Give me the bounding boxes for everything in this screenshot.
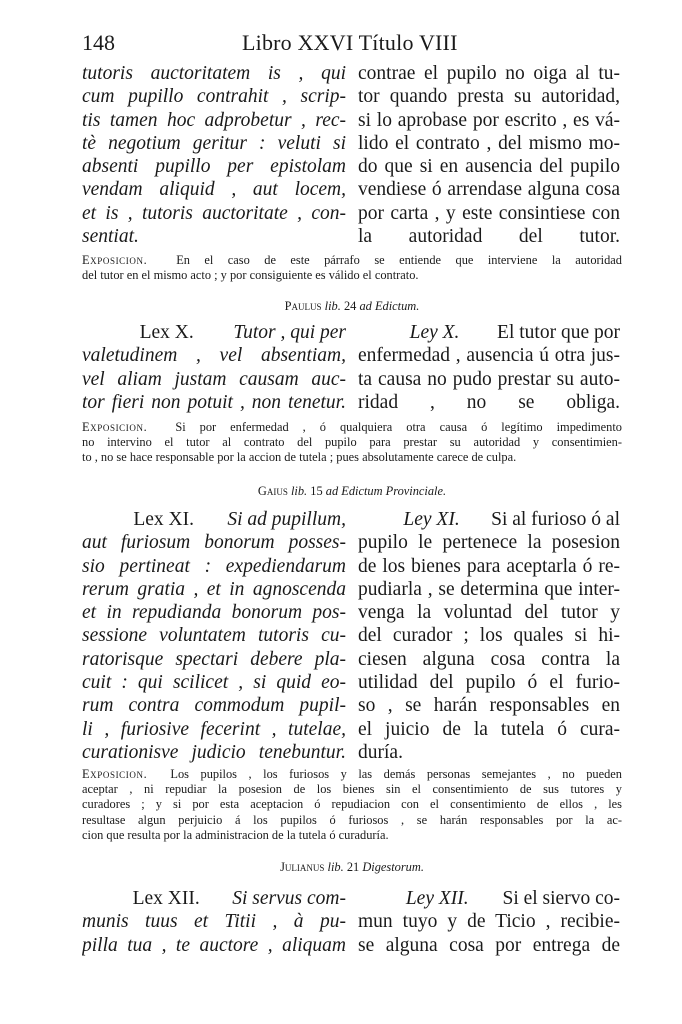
latin-line: curationisve judicio tenebuntur. [82, 741, 346, 763]
spanish-line: duría. [358, 741, 403, 763]
latin-line: cum pupillo contrahit , scrip- [82, 86, 346, 108]
latin-line: sessione voluntatem tutoris cu- [82, 625, 346, 647]
ley-heading: Ley X. [409, 322, 460, 343]
latin-line: cuit : qui scilicet , si quid eo- [82, 672, 346, 694]
spanish-line: del curador ; los quales si hi- [358, 625, 620, 647]
exposition-1 [82, 253, 622, 283]
citation-number: 21 [346, 860, 360, 874]
latin-line: sentiat. [82, 226, 139, 248]
latin-line: aut furiosum bonorum posses- [82, 532, 346, 554]
page-header [82, 30, 622, 60]
spanish-line: de los bienes para aceptarla ó re- [358, 555, 620, 577]
exposition-3 [82, 767, 622, 843]
citation-work: Digestorum. [362, 860, 424, 874]
exposition-label: Exposicion. [82, 420, 148, 434]
running-title: Libro XXVI Título VIII [242, 30, 458, 55]
spanish-line: enfermedad , ausencia ú otra jus- [358, 345, 620, 367]
latin-column [82, 62, 346, 248]
spanish-line: Si el siervo co- [502, 888, 620, 909]
spanish-line: ridad , no se obliga. [358, 391, 620, 413]
latin-line: Si servus com- [232, 888, 346, 909]
exposition-text: Si por enfermedad , ó qualquiera otra causa ó legítimo impedimento [175, 420, 622, 434]
ley-heading: Ley XI. [403, 509, 460, 530]
latin-line: Tutor , qui per [233, 322, 346, 343]
latin-column [82, 887, 346, 957]
spanish-line: do que si en ausencia del pupilo [358, 156, 620, 178]
spanish-line: contrae el pupilo no oiga al tu- [358, 63, 620, 84]
latin-line: tor fieri non potuit , non tenetur. [82, 391, 346, 413]
spanish-line: por carta , y este consintiese con [358, 202, 620, 224]
latin-line: munis tuus et Titii , à pu- [82, 911, 346, 933]
latin-line: tè negotium geritur : veluti si [82, 132, 346, 154]
spanish-line: pudiarla , se determina que inter- [358, 578, 620, 600]
citation-1 [82, 299, 622, 314]
spanish-line: ciesen alguna cosa contra la [358, 648, 620, 670]
exposition-text: En el caso de este párrafo se entiende que interviene la autoridad [176, 253, 622, 267]
citation-author: Paulus [284, 299, 322, 313]
citation-author: Julianus [280, 860, 325, 874]
latin-line: vel aliam justam causam auc- [82, 368, 346, 390]
exposition-text: Los pupilos , los furiosos y las demás personas semejantes , no pueden [170, 767, 622, 781]
lex-heading: Lex X. [139, 322, 194, 343]
latin-line: tis tamen hoc adprobetur , rec- [82, 109, 346, 131]
spanish-column [358, 508, 620, 764]
spanish-line: mun tuyo y de Ticio , recibie- [358, 911, 620, 933]
latin-line: ratorisque spectari debere pla- [82, 648, 346, 670]
latin-line: et is , tutoris auctoritate , con- [82, 202, 346, 224]
spanish-line: vendiese ó arrendase alguna cosa [358, 179, 620, 201]
exposition-label: Exposicion. [82, 253, 148, 267]
spanish-line: se alguna cosa por entrega de [358, 934, 620, 956]
lex-heading: Lex XI. [133, 509, 194, 530]
spanish-line: El tutor que por [497, 322, 620, 343]
citation-3 [82, 860, 622, 875]
exposition-text: curadores ; y si por esta aceptacion ó repudiacion con el consentimiento de ellos , les [82, 797, 622, 812]
latin-column [82, 508, 346, 764]
spanish-line: ta causa no pudo prestar su auto- [358, 368, 620, 390]
latin-line: absenti pupillo per epistolam [82, 156, 346, 178]
spanish-line: si lo aprobase por escrito , es vá- [358, 109, 620, 131]
latin-line: rerum gratia , et in agnoscenda [82, 578, 346, 600]
latin-line: tutoris auctoritatem is , qui [82, 63, 346, 84]
spanish-column [358, 321, 620, 414]
citation-author: Gaius [257, 484, 288, 498]
page-number: 148 [82, 30, 115, 55]
citation-number: 15 [310, 484, 323, 498]
lex-heading: Lex XII. [132, 888, 200, 909]
citation-work: ad Edictum. [359, 299, 420, 313]
latin-line: valetudinem , vel absentiam, [82, 345, 346, 367]
citation-lib: lib. [324, 299, 341, 313]
spanish-column [358, 887, 620, 957]
exposition-text: resultase algun perjuicio á los pupilos ó furiosos , se harán responsables por la ac- [82, 812, 622, 827]
citation-number: 24 [343, 299, 357, 313]
exposition-text: to , no se hace responsable por la accion de tutela ; pues absolutamente carece de culpa. [82, 450, 517, 465]
latin-line: sio pertineat : expediendarum [82, 555, 346, 577]
spanish-column [358, 62, 620, 248]
spanish-line: so , se harán responsables en [358, 695, 620, 717]
citation-work: ad Edictum Provinciale. [325, 484, 447, 498]
spanish-line: Si al furioso ó al [491, 509, 620, 530]
spanish-line: la autoridad del tutor. [358, 226, 620, 248]
exposition-text: aceptar , ni repudiar la posesion de los bienes sin el consentimiento de sus tutores y [82, 782, 622, 797]
exposition-text: no intervino el tutor al contrato del pupilo para prestar su autoridad y consentimien- [82, 435, 622, 450]
citation-lib: lib. [327, 860, 344, 874]
citation-2 [82, 484, 622, 499]
latin-column [82, 321, 346, 414]
latin-line: Si ad pupillum, [227, 509, 346, 530]
latin-line: pilla tua , te auctore , aliquam [82, 934, 346, 956]
spanish-line: el juicio de la tutela ó cura- [358, 718, 620, 740]
spanish-line: pupilo le pertenece la posesion [358, 532, 620, 554]
latin-line: li , furiosive fecerint , tutelae, [82, 718, 346, 740]
exposition-text: del tutor en el mismo acto ; y por consiguiente es válido el contrato. [82, 268, 419, 283]
latin-line: vendam aliquid , aut locem, [82, 179, 346, 201]
latin-line: et in repudianda bonorum pos- [82, 602, 346, 624]
spanish-line: utilidad del pupilo ó el furio- [358, 672, 620, 694]
exposition-2 [82, 420, 622, 466]
spanish-line: lido el contrato , del mismo mo- [358, 132, 620, 154]
spanish-line: tor quando presta su autoridad, [358, 86, 620, 108]
exposition-label: Exposicion. [82, 767, 148, 781]
exposition-text: cion que resulta por la administracion de la tutela ó curaduría. [82, 827, 389, 842]
latin-line: rum contra commodum pupil- [82, 695, 346, 717]
ley-heading: Ley XII. [405, 888, 469, 909]
citation-lib: lib. [290, 484, 308, 498]
spanish-line: venga la voluntad del tutor y [358, 602, 620, 624]
